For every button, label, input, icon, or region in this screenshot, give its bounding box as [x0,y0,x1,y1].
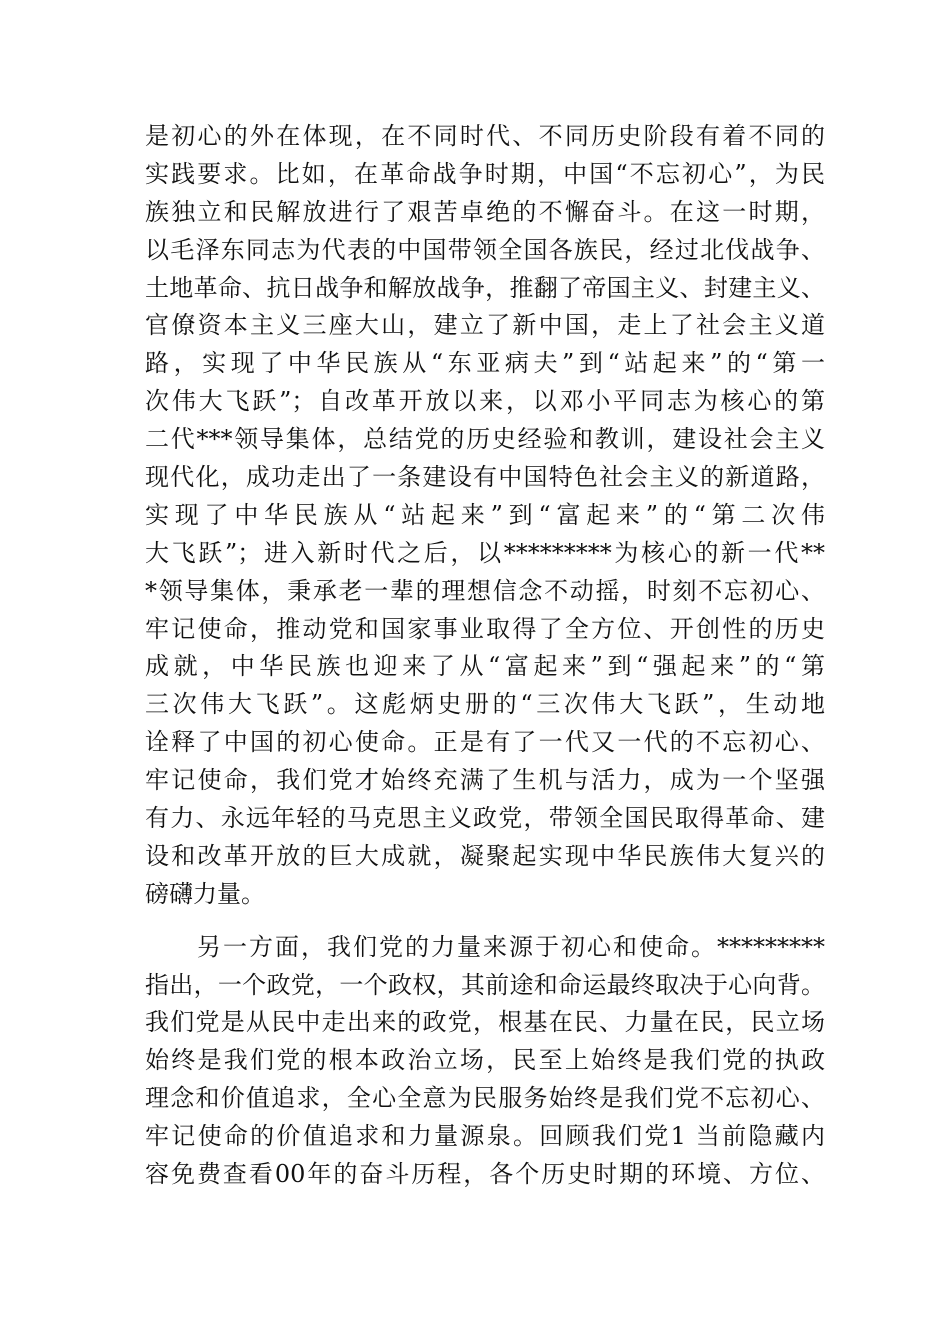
text-line: 次伟大飞跃”；自改革开放以来，以邓小平同志为核心的第 [145,387,825,416]
text-line: 容免费查看00年的奋斗历程，各个历史时期的环境、方位、 [145,1160,825,1189]
text-line: 官僚资本主义三座大山，建立了新中国，走上了社会主义道 [145,311,825,340]
text-line: 土地革命、抗日战争和解放战争，推翻了帝国主义、封建主义、 [145,273,825,302]
text-line: 我们党是从民中走出来的政党，根基在民、力量在民，民立场 [145,1008,825,1037]
text-line: 大飞跃”；进入新时代之后，以*********为核心的新一代** [145,538,825,567]
text-line: 三次伟大飞跃”。这彪炳史册的“三次伟大飞跃”，生动地 [145,690,825,719]
text-line: 二代***领导集体，总结党的历史经验和教训，建设社会主义 [145,425,825,454]
text-line: 路，实现了中华民族从“东亚病夫”到“站起来”的“第一 [145,349,825,378]
text-line: 始终是我们党的根本政治立场，民至上始终是我们党的执政 [145,1046,825,1075]
text-line: 设和改革开放的巨大成就，凝聚起实现中华民族伟大复兴的 [145,841,825,870]
text-line: 族独立和民解放进行了艰苦卓绝的不懈奋斗。在这一时期， [145,197,825,226]
paragraph-2 [145,929,825,1194]
paragraph-1 [145,118,825,914]
text-line: 实践要求。比如，在革命战争时期，中国“不忘初心”，为民 [145,159,825,188]
text-line: 现代化，成功走出了一条建设有中国特色社会主义的新道路， [145,463,825,492]
text-line: 成就，中华民族也迎来了从“富起来”到“强起来”的“第 [145,652,825,681]
text-line: 理念和价值追求，全心全意为民服务始终是我们党不忘初心、 [145,1084,825,1113]
text-line: 另一方面，我们党的力量来源于初心和使命。********* [145,932,825,961]
text-line: 有力、永远年轻的马克思主义政党，带领全国民取得革命、建 [145,804,825,833]
text-line: *领导集体，秉承老一辈的理想信念不动摇，时刻不忘初心、 [145,576,825,605]
paragraph-gap [145,914,825,929]
text-line: 牢记使命，我们党才始终充满了生机与活力，成为一个坚强 [145,766,825,795]
document-body [145,118,825,1194]
text-line: 实现了中华民族从“站起来”到“富起来”的“第二次伟 [145,500,825,529]
text-line: 是初心的外在体现，在不同时代、不同历史阶段有着不同的 [145,122,825,150]
text-line: 牢记使命，推动党和国家事业取得了全方位、开创性的历史 [145,614,825,643]
text-line: 诠释了中国的初心使命。正是有了一代又一代的不忘初心、 [145,728,825,757]
text-line: 以毛泽东同志为代表的中国带领全国各族民，经过北伐战争、 [145,235,825,264]
text-line: 指出，一个政党，一个政权，其前途和命运最终取决于心向背。 [145,970,825,999]
text-line: 磅礴力量。 [145,879,265,908]
text-line: 牢记使命的价值追求和力量源泉。回顾我们党1 当前隐藏内 [145,1122,825,1151]
